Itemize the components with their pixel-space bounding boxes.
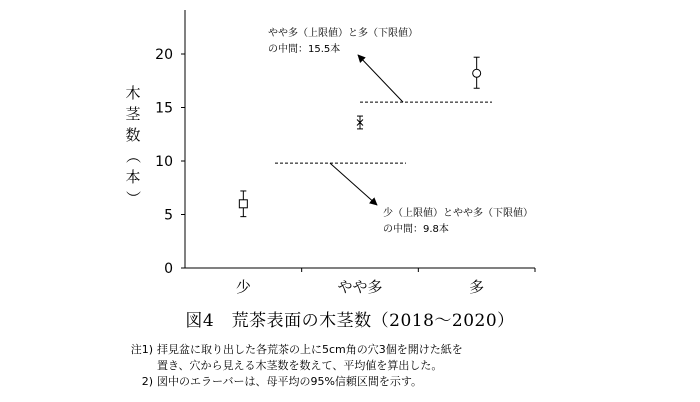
note-1-marker: 注1)	[130, 343, 153, 356]
reference-arrow-high	[358, 55, 403, 102]
note-1-text-cont: 置き、穴から見える木茎数を数えて、平均値を算出した。	[157, 359, 443, 372]
y-tick-label: 10	[155, 154, 173, 170]
y-axis-title-char: ）	[124, 190, 142, 206]
x-category-label: 多	[469, 278, 485, 296]
x-category-label: 少	[235, 278, 251, 296]
y-tick-label: 20	[155, 47, 173, 63]
note-2-line-1	[127, 374, 463, 390]
y-tick-label: 0	[164, 261, 173, 277]
y-axis-title-char: 本	[125, 168, 141, 186]
note-1-line-1	[127, 342, 463, 358]
y-axis-title-char: 茎	[125, 105, 141, 123]
note-1-line-2	[127, 358, 463, 374]
y-axis-title-char: 数	[125, 126, 141, 144]
note-2-marker: 2)	[141, 375, 153, 388]
figure-notes	[127, 342, 463, 390]
y-axis-title-char: 木	[125, 84, 141, 102]
y-tick-label: 5	[164, 207, 173, 224]
reference-arrow-low	[330, 163, 377, 205]
reference-label-high-value: の中間：15.5本	[268, 44, 341, 55]
data-point	[239, 200, 247, 208]
note-2-text: 図中のエラーバーは、母平均の95%信頼区間を示す。	[157, 375, 423, 388]
figure-caption: 図4 荒茶表面の木茎数（2018〜2020）	[185, 311, 515, 331]
y-tick-label: 15	[155, 100, 173, 117]
note-1-text: 拝見盆に取り出した各荒茶の上に5cm角の穴3個を開けた紙を	[157, 343, 463, 356]
reference-label-low-value: の中間：9.8本	[383, 224, 449, 235]
reference-label-low: 少（上限値）とやや多（下限値）	[383, 208, 533, 219]
data-point	[473, 69, 481, 77]
x-category-label: やや多	[337, 278, 383, 296]
reference-label-high: やや多（上限値）と多（下限値）	[268, 28, 418, 39]
y-axis-title-char: （	[124, 148, 142, 164]
